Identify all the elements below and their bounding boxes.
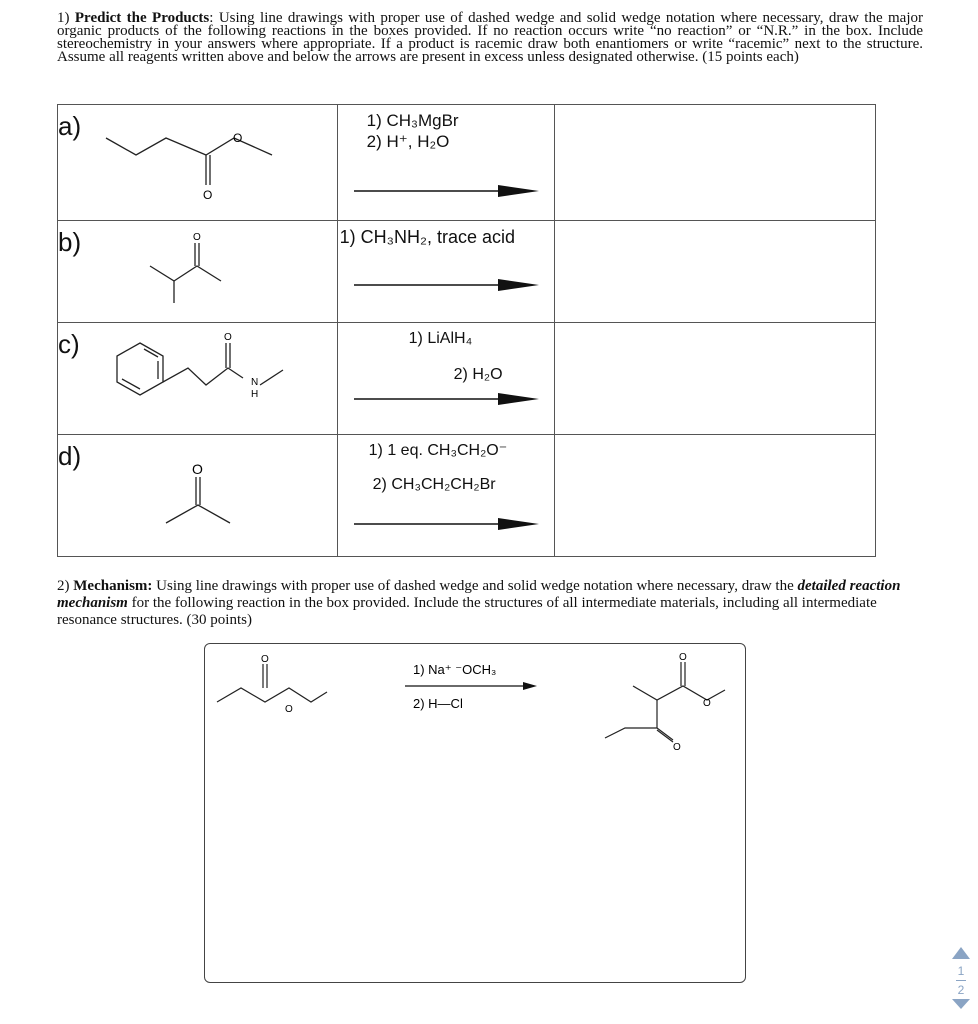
reactant-structure-c xyxy=(58,323,338,435)
question-2-emphasis: detailed reaction mechanism xyxy=(57,578,901,611)
reagent-cell-b xyxy=(337,221,555,323)
reaction-table xyxy=(57,104,876,557)
reagent-c-line-2: 2) H₂O xyxy=(453,366,503,383)
atom-o-ester-product: O xyxy=(703,698,711,709)
atom-n-amide-c: N xyxy=(251,377,259,388)
reaction-row-b xyxy=(58,221,876,323)
atom-o-carbonyl-product: O xyxy=(679,652,687,663)
question-1-title: Predict the Products xyxy=(74,10,210,26)
atom-h-amide-c: H xyxy=(251,389,259,400)
page-navigator xyxy=(950,945,972,1012)
mechanism-reactant-structure xyxy=(217,664,327,702)
question-1-instructions xyxy=(57,12,923,64)
reaction-label-a: a) xyxy=(58,111,82,141)
reaction-arrow-d xyxy=(338,435,556,557)
question-2-title: Mechanism: xyxy=(73,578,153,594)
reactant-cell-b xyxy=(58,221,338,323)
product-answer-box-a[interactable] xyxy=(555,105,876,221)
reaction-arrow-b xyxy=(338,221,556,323)
reagent-cell-a xyxy=(337,105,555,221)
reactant-structure-a xyxy=(58,105,338,221)
mechanism-reagent-2: 2) H—Cl xyxy=(413,696,463,711)
reaction-row-c xyxy=(58,323,876,435)
atom-o-ester-start: O xyxy=(285,704,293,715)
reagent-d-line-1: 1) 1 eq. CH₃CH₂O⁻ xyxy=(368,442,508,459)
reaction-label-b: b) xyxy=(58,227,82,257)
reaction-arrow-a xyxy=(338,105,556,221)
atom-o-carbonyl-a: O xyxy=(203,188,213,202)
previous-page-icon[interactable] xyxy=(950,945,972,961)
mechanism-arrowhead xyxy=(523,682,537,690)
atom-o-amide-c: O xyxy=(224,332,232,343)
question-2-number: 2) xyxy=(57,578,70,594)
reaction-arrow-c xyxy=(338,323,556,435)
reagent-b-line-1: 1) CH₃NH₂, trace acid xyxy=(339,227,516,247)
next-page-icon[interactable] xyxy=(950,997,972,1009)
product-answer-box-d[interactable] xyxy=(555,435,876,557)
atom-o-carbonyl-start: O xyxy=(261,654,269,665)
reaction-label-d: d) xyxy=(58,441,82,471)
question-2-text-a: Using line drawings with proper use of dashed wedge and solid wedge notation where necessary, draw the xyxy=(152,578,798,594)
page-number-total: 2 xyxy=(957,983,965,997)
reagent-d-line-2: 2) CH₃CH₂CH₂Br xyxy=(372,476,496,493)
page-divider xyxy=(956,980,966,981)
mechanism-reaction-scheme xyxy=(205,644,745,784)
question-1-text: : Using line drawings with proper use of dashed wedge and solid wedge notation where necessary, draw the major organic products of the following reactions in the boxes provided. If no reaction occurs write “no reaction” or “N.R.” in the box. Include stereochemistry in your answers where appropriate. If a product is racemic draw both enantiomers or write “racemic” next to the structure. Assume all reagents written above and below the arrows are present in excess unless designated otherwise. (15 points each) xyxy=(57,10,923,65)
atom-o-ketone-product: O xyxy=(673,742,681,753)
reagent-a-line-1: 1) CH₃MgBr xyxy=(366,111,459,130)
reactant-structure-b xyxy=(58,221,338,323)
reaction-row-d xyxy=(58,435,876,557)
atom-o-aldehyde-b: O xyxy=(193,232,201,243)
reaction-label-c: c) xyxy=(58,329,80,359)
reactant-cell-d xyxy=(58,435,338,557)
reagent-c-line-1: 1) LiAlH₄ xyxy=(408,330,473,347)
atom-o-ester-a: O xyxy=(233,131,243,145)
mechanism-answer-box[interactable] xyxy=(204,643,746,983)
product-answer-box-c[interactable] xyxy=(555,323,876,435)
page-number-current: 1 xyxy=(957,964,965,978)
mechanism-reagent-1: 1) Na⁺ ⁻OCH₃ xyxy=(413,662,497,677)
reaction-row-a xyxy=(58,105,876,221)
reagent-a-line-2: 2) H⁺, H₂O xyxy=(366,132,450,151)
product-answer-box-b[interactable] xyxy=(555,221,876,323)
question-2-text-b: for the following reaction in the box provided. Include the structures of all intermediate materials, including all intermediate resonance structures. (30 points) xyxy=(57,595,877,628)
reactant-structure-d xyxy=(58,435,338,557)
atom-o-ketone-d: O xyxy=(192,461,203,477)
reactant-cell-a xyxy=(58,105,338,221)
question-2-instructions xyxy=(57,578,923,629)
reactant-cell-c xyxy=(58,323,338,435)
reagent-cell-d xyxy=(337,435,555,557)
reagent-cell-c xyxy=(337,323,555,435)
question-1-number: 1) xyxy=(57,10,70,26)
